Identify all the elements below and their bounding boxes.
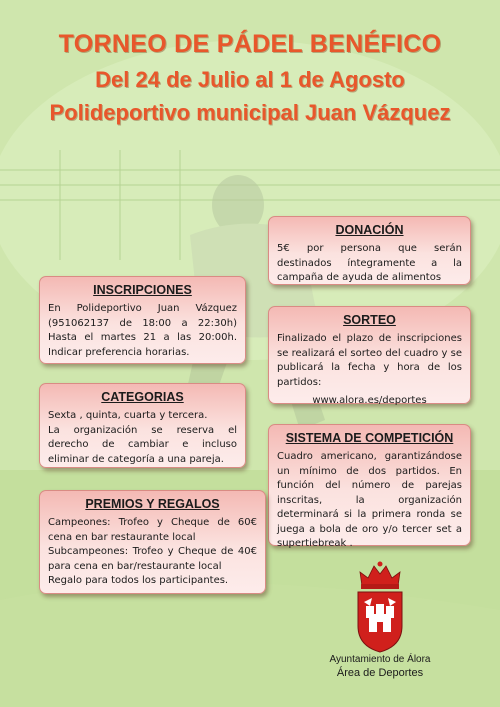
categorias-box xyxy=(39,383,246,468)
categorias-text-1: Sexta , quinta, cuarta y tercera. xyxy=(48,410,208,422)
categorias-heading: CATEGORIAS xyxy=(101,390,184,404)
inscripciones-text: En Polideportivo Juan Vázquez (951062137 de 18:00 a 22:30h) Hasta el martes 21 a las 20:00h. Indicar preferencia horarias. xyxy=(48,303,237,358)
premios-heading: PREMIOS Y REGALOS xyxy=(85,497,220,511)
alora-coat-of-arms-icon xyxy=(352,560,408,655)
sistema-heading: SISTEMA DE COMPETICIÓN xyxy=(285,431,454,445)
inscripciones-heading: INSCRIPCIONES xyxy=(93,283,192,297)
donacion-box xyxy=(268,216,471,285)
premios-text-3: Regalo para todos los participantes. xyxy=(48,575,229,587)
premios-box xyxy=(39,490,266,594)
premios-text-1: Campeones: Trofeo y Cheque de 60€ cena en bar restaurante local xyxy=(48,517,257,543)
donacion-heading: DONACIÓN xyxy=(335,223,404,237)
premios-text-2: Subcampeones: Trofeo y Cheque de 40€ para cena en bar/restaurante local xyxy=(48,546,257,572)
footer-area: Área de Deportes xyxy=(336,667,424,679)
sorteo-box xyxy=(268,306,471,407)
poster-title: TORNEO DE PÁDEL BENÉFICO xyxy=(58,30,442,58)
event-dates: Del 24 de Julio al 1 de Agosto xyxy=(95,67,405,92)
footer xyxy=(300,654,460,679)
categorias-text-2: La organización se reserva el derecho de cambiar e incluso eliminar de categoría a una pareja. xyxy=(48,424,237,465)
footer-ayuntamiento: Ayuntamiento de Álora xyxy=(329,654,431,665)
event-venue: Polideportivo municipal Juan Vázquez xyxy=(49,100,451,125)
sistema-text: Cuadro americano, garantizándose un mínimo de dos partidos. En función del número de parejas inscritas, la organización determinará si la primera ronda se juega a bola de oro y/o tercer set a supertiebreak . xyxy=(277,451,462,550)
inscripciones-box xyxy=(39,276,246,364)
sorteo-text: Finalizado el plazo de inscripciones se realizará el sorteo del cuadro y se publicará la fecha y hora de los partidos: xyxy=(277,333,462,388)
sistema-competicion-box xyxy=(268,424,471,550)
poster-header xyxy=(0,30,500,126)
sorteo-heading: SORTEO xyxy=(343,313,396,327)
sorteo-link[interactable]: www.alora.es/deportes xyxy=(312,395,427,407)
donacion-text: 5€ por persona que serán destinados íntegramente a la campaña de ayuda de alimentos xyxy=(277,243,462,284)
